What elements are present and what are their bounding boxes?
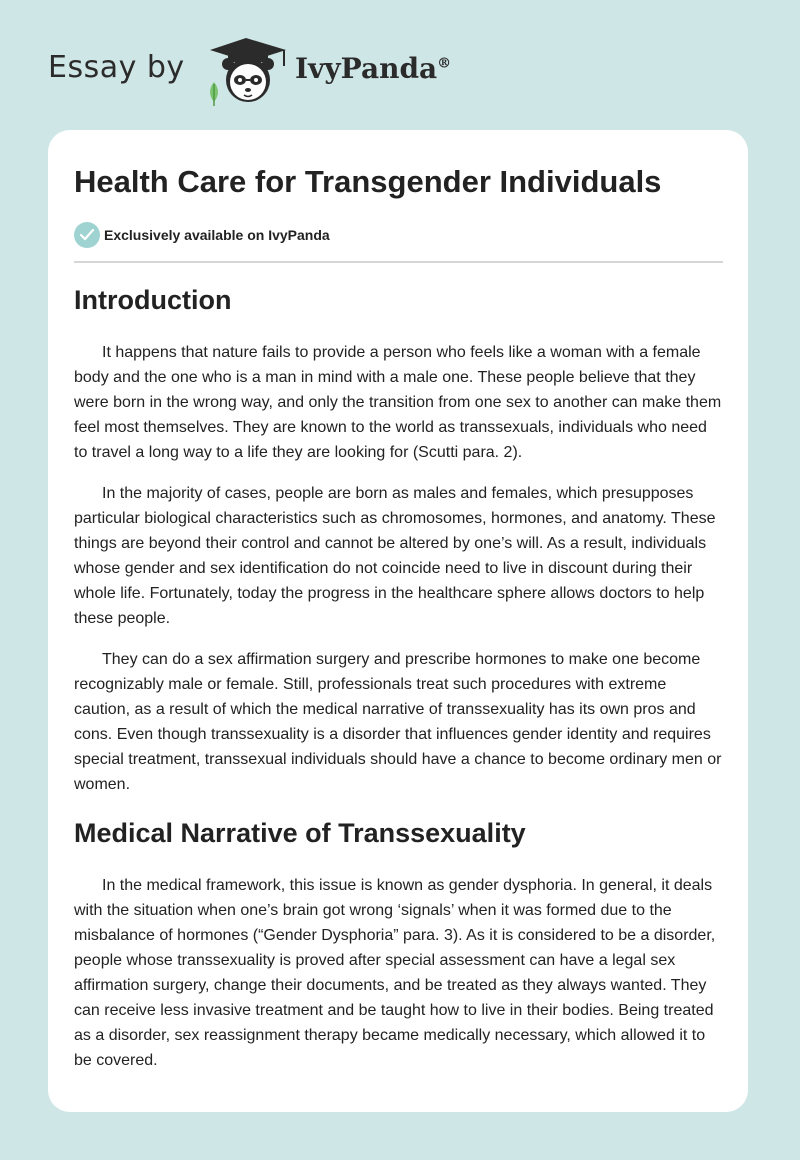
divider [74, 261, 723, 263]
essay-by-label: Essay by [48, 50, 185, 85]
check-icon [74, 222, 100, 248]
brand-name: IvyPanda® [295, 52, 452, 85]
paragraph: In the medical framework, this issue is known as gender dysphoria. In general, it deals with the situation when one’s brain got wrong ‘signals’ when it was formed due to the misbalance of hormones (“Gender Dysphoria” para. 3). As it is considered to be a disorder, people whose transsexuality is proved after special assessment can have a legal sex affirmation surgery, change their documents, and be treated as they always wanted. They can receive less invasive treatment and be taught how to live in their bodies. Being treated as a disorder, sex reassignment therapy became medically necessary, which allowed it to be covered. [74, 877, 716, 1069]
exclusive-badge [74, 222, 330, 248]
section-heading-introduction: Introduction [74, 285, 232, 315]
badge-text: Exclusively available on IvyPanda [104, 227, 330, 243]
essay-card [48, 130, 748, 1112]
section-heading-medical-narrative: Medical Narrative of Transsexuality [74, 818, 526, 848]
panda-graduate-icon[interactable] [200, 36, 300, 108]
paragraph: It happens that nature fails to provide a person who feels like a woman with a female body and the one who is a man in mind with a male one. These people believe that they were born in the wrong way, and only the transition from one sex to another can make them feel most themselves. They are known to the world as transsexuals, individuals who need to travel a long way to a life they are looking for (Scutti para. 2). [74, 344, 722, 461]
paragraph: In the majority of cases, people are born as males and females, which presupposes particular biological characteristics such as chromosomes, hormones, and anatomy. These things are beyond their control and cannot be altered by one’s will. As a result, individuals whose gender and sex identification do not coincide need to live in discount during their whole life. Fortunately, today the progress in the healthcare sphere allows doctors to help these people. [74, 485, 716, 627]
essay-content [74, 282, 724, 1089]
page-title: Health Care for Transgender Individuals [74, 164, 662, 199]
paragraph: They can do a sex affirmation surgery and prescribe hormones to make one become recognizably male or female. Still, professionals treat such procedures with extreme caution, as a result of which the medical narrative of transsexuality has its own pros and cons. Even though transsexuality is a disorder that influences gender identity and requires special treatment, transsexual individuals should have a chance to become ordinary men or women. [74, 651, 722, 793]
registered-mark: ® [437, 55, 452, 72]
site-header [0, 0, 800, 130]
